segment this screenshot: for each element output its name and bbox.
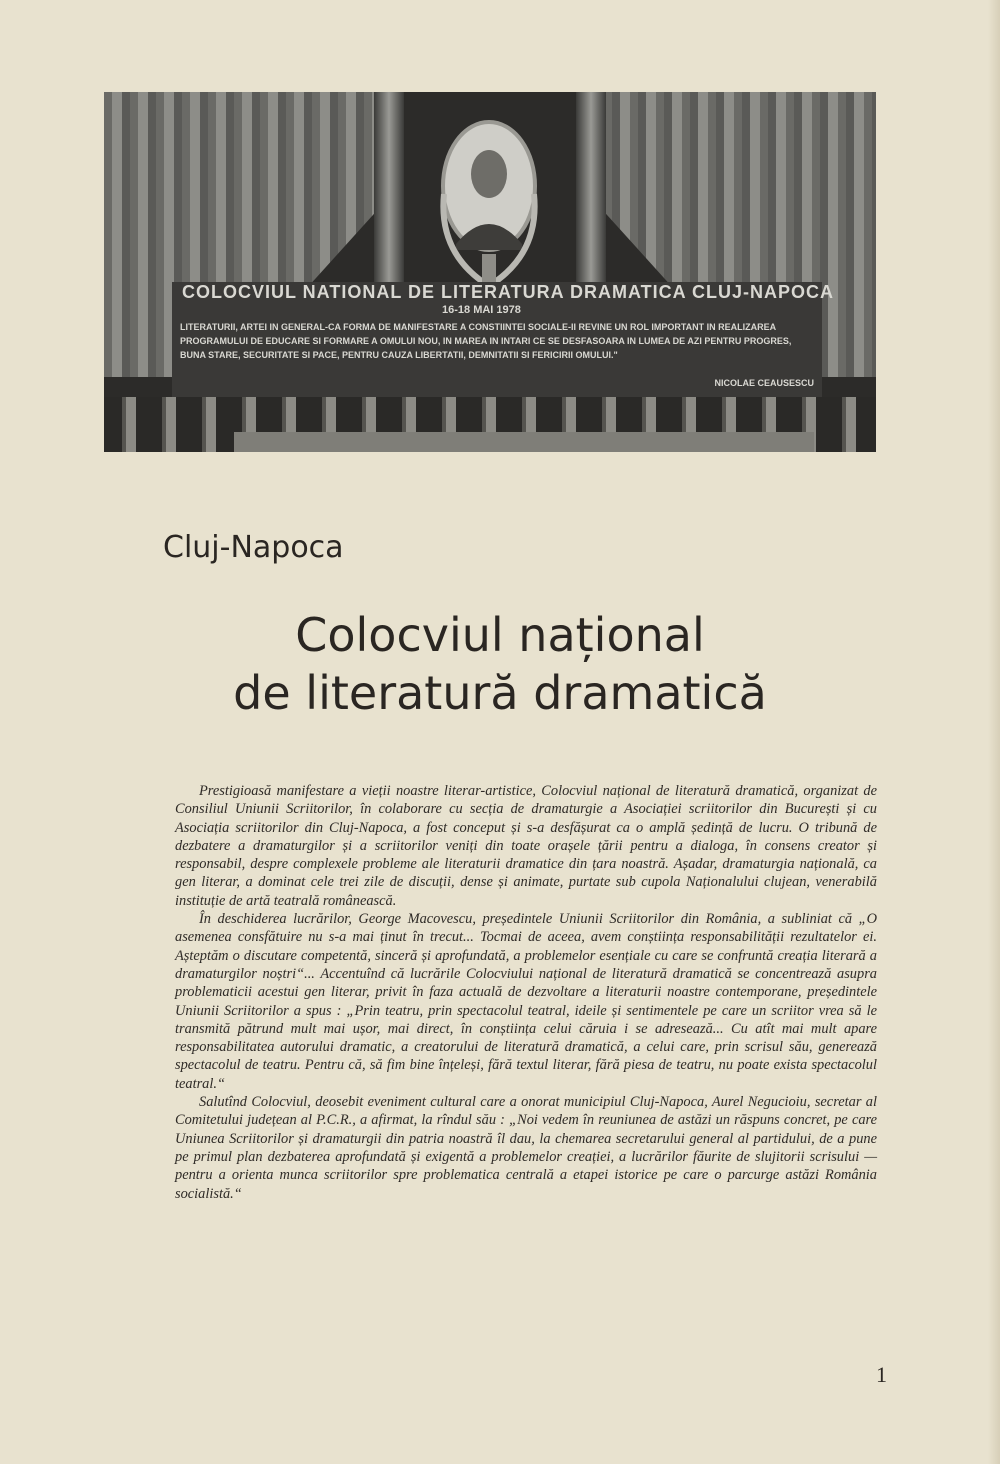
event-photo — [104, 92, 876, 452]
place-heading: Cluj-Napoca — [163, 530, 344, 565]
portrait-emblem — [436, 104, 542, 304]
article-title-line-2: de literatură dramatică — [233, 666, 767, 720]
article-title — [200, 606, 800, 722]
banner-dates: 16-18 MAI 1978 — [442, 304, 521, 316]
banner-title: COLOCVIUL NATIONAL DE LITERATURA DRAMATICA CLUJ-NAPOCA — [182, 282, 834, 302]
article-title-line-1: Colocviul național — [295, 608, 705, 662]
paragraph-1: Prestigioasă manifestare a vieții noastre literar-artistice, Colocviul național de literatură dramatică, organizat de Consiliul Uniunii Scriitorilor, în colaborare cu secția de dramaturgie a Asociației scriitorilor din București și cu Asociația scriitorilor din Cluj-Napoca, a fost conceput și s-a desfășurat ca o amplă ședință de lucru. O tribună de dezbatere a dramaturgilor și a scriitorilor veniți din toate orașele țării pentru a dialoga, în consens creator și responsabil, despre complexele probleme ale literaturii dramatice din țara noastră. Așadar, dramaturgia națională, ca gen literar, a dominat cele trei zile de discuții, dense și animate, purtate sub cupola Naționalului clujean, venerabilă instituție de artă teatrală românească. — [175, 783, 877, 909]
page-number: 1 — [876, 1362, 887, 1387]
colloquium-banner — [172, 282, 834, 397]
banner-quote: LITERATURII, ARTEI IN GENERAL-CA FORMA DE MANIFESTARE A CONSTIINTEI SOCIALE-II REVINE UN ROL IMPORTANT IN REALIZAREA PROGRAMULUI DE EDUCARE SI FORMARE A OMULUI NOU, IN MAREA IN INTARI CE SE DESFASOARA IN LUMEA DE AZI PENTRU PROGRES, BUNA STARE, SECURITATE SI PACE, PENTRU CAUZA LIBERTATII, DEMNITATII SI FERICIRII OMULUI." — [180, 322, 792, 360]
paragraph-3: Salutînd Colocviul, deosebit eveniment cultural care a onorat municipiul Cluj-Napoca, Aurel Negucioiu, secretar al Comitetului județean al P.C.R., a afirmat, la rîndul său : „Noi vedem în reuniunea de astăzi un răspuns concret, pe care Uniunea Scriitorilor și dramaturgii din patria noastră îl dau, la chemarea secretarului general al partidului, de a pune pe primul plan dezbaterea aprofundată și exigentă a problemelor creației, a lucrărilor făurite de slujitorii scrisului — pentru a orienta munca scriitorilor spre problematica centrală a etapei istorice pe care o parcurge astăzi România socialistă.“ — [175, 1094, 877, 1202]
article-body — [175, 782, 877, 1203]
page-edge — [988, 0, 1000, 1464]
banner-author: NICOLAE CEAUSESCU — [714, 378, 814, 388]
portrait-emblem-graphic — [436, 104, 542, 304]
presidium-table — [234, 432, 814, 452]
paragraph-2: În deschiderea lucrărilor, George Macovescu, președintele Uniunii Scriitorilor din România, a subliniat că „O asemenea consfătuire nu s-a mai ținut în trecut... Tocmai de aceea, avem conștiința responsabilității rezultatelor ei. Așteptăm o discutare competentă, sinceră și aprofundată, a problemelor esențiale cu care se confruntă creația literară a dramaturgilor noștri“... Accentuînd că lucrările Colocviului național de literatură dramatică se concentrează asupra problematicii acestui gen literar, privit în faza actuală de dezvoltare a literaturii noastre contemporane, președintele Uniunii Scriitorilor a spus : „Prin teatru, prin spectacolul teatral, ideile și sentimentele pe care un scriitor vrea să le transmită pătrund mult mai ușor, mai direct, în conștiința celui căruia i se adresează... Cu atît mai mult apare responsabilitatea autorului dramatic, a creatorului de literatură dramatică, a celui care, prin scrisul său, generează spectacolul de teatru. Pentru că, să fim bine înțeleși, fără textul literar, fără piesa de teatru, nu poate exista spectacolul teatral.“ — [175, 911, 877, 1092]
